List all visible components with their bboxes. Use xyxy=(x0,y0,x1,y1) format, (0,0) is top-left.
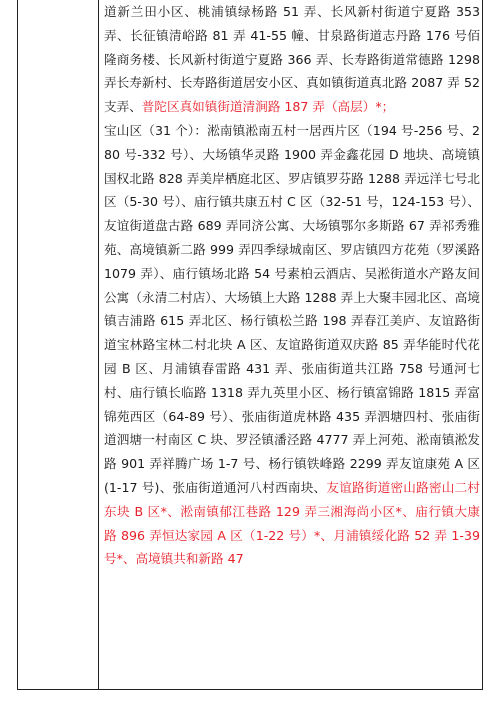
baoshan-text: 宝山区（31 个）：淞南镇淞南五村一居西片区（194 号-256 号、280 号-332 号）、大场镇华灵路 1900 弄金鑫花园 D 地块、高境镇国权北路 828 弄美岸栖庭北区、罗店镇罗芬路 1288 弄远洋七号北区（5-30 号）、庙行镇共康五村 C 区（32-51 号，124-153 号）、友谊街道盘古路 689 弄同济公寓、大场镇鄂尔多斯路 67 弄祁秀雅苑、高境镇新二路 999 弄四季绿城南区、罗店镇四方花苑（罗溪路 1079 弄）、庙行镇场北路 54 号素柏云酒店、吴淞街道水产路友间公寓（永清二村店）、大场镇上大路 1288 弄上大聚丰园北区、高境镇吉浦路 615 弄北区、杨行镇松兰路 198 弄春江美庐、友谊路街道宝林路宝林二村北块 A 区、友谊路街道双庆路 85 弄华能时代花园 B 区、月浦镇春雷路 431 弄、张庙街道共江路 758 号通河七村、庙行镇长临路 1318 弄九英里小区、杨行镇富锦路 1815 弄富锦苑西区（64-89 号）、张庙街道虎林路 435 弄泗塘四村、张庙街道泗塘一村南区 C 块、罗泾镇潘泾路 4777 弄上河苑、淞南镇淞发路 901 弄祥腾广场 1-7 号、杨行镇铁峰路 2299 弄友谊康苑 A 区(1-17 号)、张庙街道通河八村西南块、 xyxy=(104,122,480,495)
putuo-highlight: 普陀区真如镇街道清涧路 187 弄（高层）*； xyxy=(141,99,395,115)
table-frame xyxy=(17,0,483,690)
column-divider xyxy=(98,0,99,689)
baoshan-paragraph xyxy=(104,119,480,571)
table-content-cell xyxy=(104,0,480,571)
putuo-text: 道新兰田小区、桃浦镇绿杨路 51 弄、长风新村街道宁夏路 353 弄、长征镇清峪路 81 弄 41-55 幢、甘泉路街道志丹路 176 号佰隆商务楼、长风新村街道宁夏路 366 弄、长寿路街道常德路 1298 弄长寿新村、长寿路街道居安小区、真如镇街道真北路 2087 弄 52 支弄、 xyxy=(104,4,480,115)
putuo-paragraph xyxy=(104,0,480,119)
baoshan-highlight: 友谊路街道密山路密山二村东块 B 区*、淞南镇郁江巷路 129 弄三湘海尚小区*、庙行镇大康路 896 弄恒达家园 A 区（1-22 号）*、月浦镇绥化路 52 弄 1-39 号*、高境镇共和新路 47 xyxy=(104,479,481,567)
